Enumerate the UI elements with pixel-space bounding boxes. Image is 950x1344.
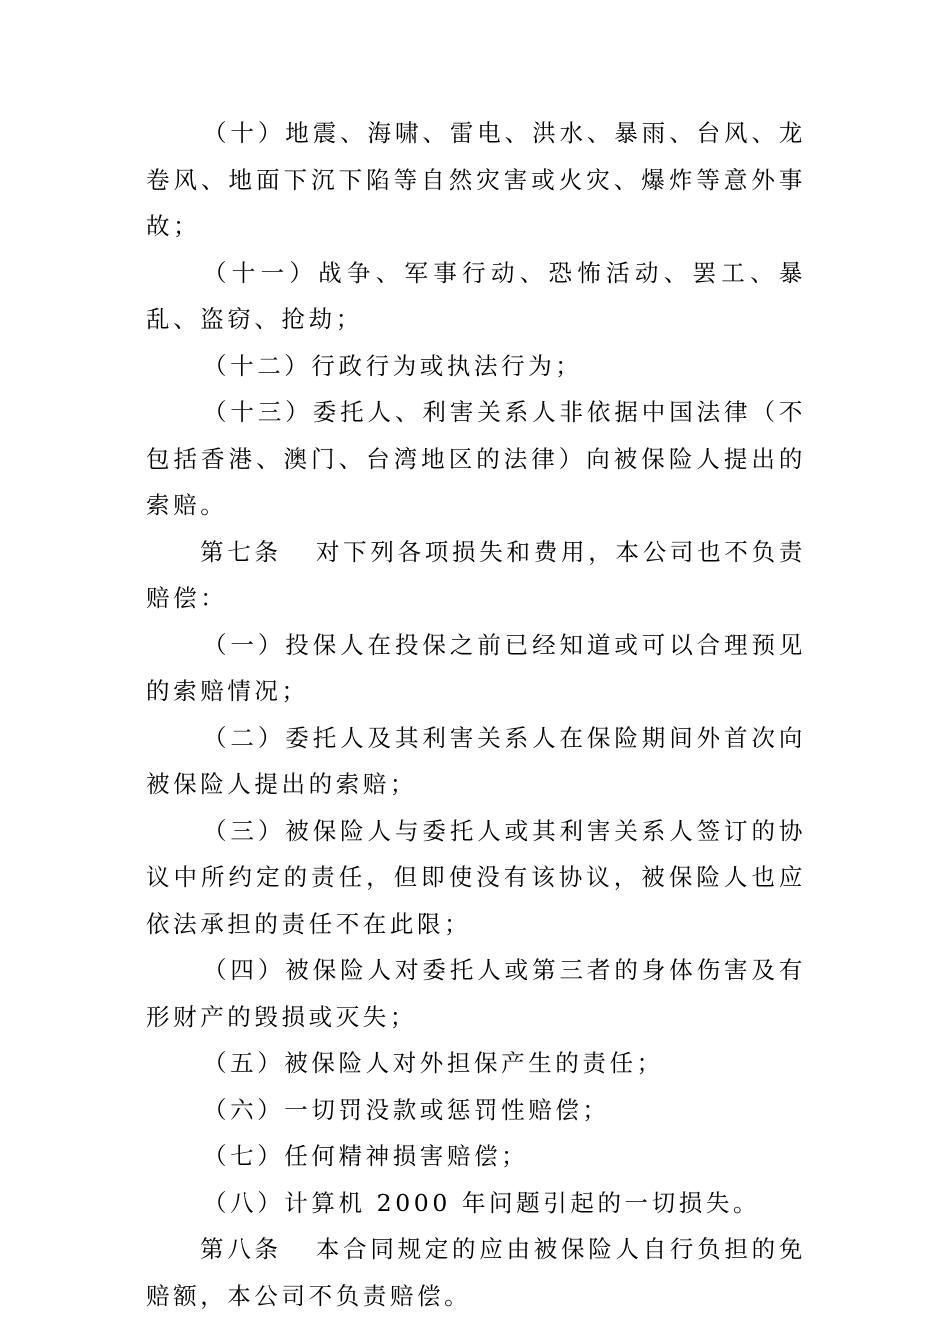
- article-7-text: 对下列各项损失和费用，本公司也不负责赔偿：: [146, 537, 806, 612]
- clause-item-13: （十三）委托人、利害关系人非依据中国法律（不包括香港、澳门、台湾地区的法律）向被保险人提出的索赔。: [146, 398, 806, 519]
- article-8: [146, 1226, 806, 1319]
- exclusion-item-3: （三）被保险人与委托人或其利害关系人签订的协议中所约定的责任，但即使没有该协议，被保险人也应依法承担的责任不在此限；: [146, 816, 806, 938]
- exclusion-item-2: （二）委托人及其利害关系人在保险期间外首次向被保险人提出的索赔；: [146, 723, 806, 798]
- exclusion-item-5: （五）被保险人对外担保产生的责任；: [203, 1049, 664, 1077]
- article-7: [146, 529, 806, 622]
- exclusion-item-8: （八）计算机 2000 年问题引起的一切损失。: [203, 1188, 761, 1217]
- exclusion-item-4: （四）被保险人对委托人或第三者的身体伤害及有形财产的毁损或灭失；: [146, 956, 806, 1031]
- exclusion-item-6: （六）一切罚没款或惩罚性赔偿；: [203, 1095, 610, 1124]
- clause-item-11: （十一）战争、军事行动、恐怖活动、罢工、暴乱、盗窃、抢劫；: [146, 258, 806, 333]
- exclusion-item-7: （七）任何精神损害赔偿；: [203, 1142, 529, 1170]
- article-8-text: 本合同规定的应由被保险人自行负担的免赔额，本公司不负责赔偿。: [146, 1235, 806, 1310]
- article-8-heading: 第八条: [200, 1235, 282, 1263]
- exclusion-item-1: （一）投保人在投保之前已经知道或可以合理预见的索赔情况；: [146, 630, 806, 705]
- clause-item-12: （十二）行政行为或执法行为；: [203, 351, 583, 380]
- document-body: [146, 110, 806, 1319]
- clause-item-10: （十）地震、海啸、雷电、洪水、暴雨、台风、龙卷风、地面下沉下陷等自然灾害或火灾、爆炸等意外事故；: [146, 119, 806, 240]
- article-7-heading: 第七条: [200, 537, 282, 566]
